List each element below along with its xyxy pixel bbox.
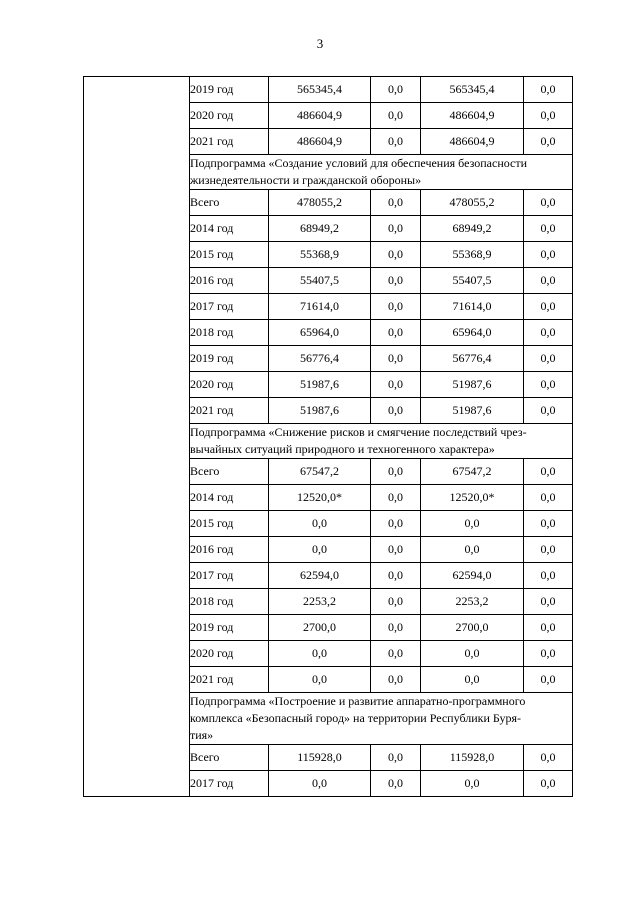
period-label-cell: 2021 год <box>190 129 269 155</box>
value-cell-2: 0,0 <box>371 216 421 242</box>
value-cell-2: 0,0 <box>371 77 421 103</box>
period-label-cell: 2019 год <box>190 615 269 641</box>
value-cell-4: 0,0 <box>524 615 573 641</box>
value-cell-2: 0,0 <box>371 346 421 372</box>
subprogram-title-cell <box>190 424 573 459</box>
subprogram-title-line: комплекса «Безопасный город» на территории Республики Буря- <box>190 711 522 725</box>
period-label-cell: 2018 год <box>190 589 269 615</box>
value-cell-1: 56776,4 <box>269 346 371 372</box>
value-cell-2: 0,0 <box>371 641 421 667</box>
value-cell-4: 0,0 <box>524 771 573 797</box>
value-cell-4: 0,0 <box>524 346 573 372</box>
value-cell-1: 478055,2 <box>269 190 371 216</box>
value-cell-1: 0,0 <box>269 771 371 797</box>
value-cell-4: 0,0 <box>524 667 573 693</box>
subprogram-title-cell <box>190 693 573 745</box>
value-cell-2: 0,0 <box>371 242 421 268</box>
value-cell-4: 0,0 <box>524 372 573 398</box>
value-cell-1: 51987,6 <box>269 398 371 424</box>
period-label-cell: 2016 год <box>190 537 269 563</box>
value-cell-2: 0,0 <box>371 459 421 485</box>
subprogram-title-line: вычайных ситуаций природного и техногенного характера» <box>190 442 495 456</box>
value-cell-4: 0,0 <box>524 398 573 424</box>
value-cell-1: 12520,0* <box>269 485 371 511</box>
funding-table <box>83 76 573 797</box>
value-cell-4: 0,0 <box>524 641 573 667</box>
period-label-cell: 2018 год <box>190 320 269 346</box>
period-label-cell: 2019 год <box>190 346 269 372</box>
page-number: 3 <box>316 36 324 51</box>
subprogram-title-line: Подпрограмма «Построение и развитие аппаратно-программного <box>190 694 526 708</box>
period-label-cell: Всего <box>190 190 269 216</box>
value-cell-3: 0,0 <box>421 537 524 563</box>
value-cell-4: 0,0 <box>524 216 573 242</box>
value-cell-3: 486604,9 <box>421 103 524 129</box>
value-cell-4: 0,0 <box>524 589 573 615</box>
value-cell-4: 0,0 <box>524 190 573 216</box>
value-cell-3: 0,0 <box>421 667 524 693</box>
value-cell-3: 51987,6 <box>421 372 524 398</box>
value-cell-1: 565345,4 <box>269 77 371 103</box>
value-cell-4: 0,0 <box>524 459 573 485</box>
value-cell-1: 0,0 <box>269 537 371 563</box>
value-cell-1: 67547,2 <box>269 459 371 485</box>
value-cell-1: 0,0 <box>269 511 371 537</box>
value-cell-3: 0,0 <box>421 771 524 797</box>
value-cell-1: 55407,5 <box>269 268 371 294</box>
value-cell-2: 0,0 <box>371 372 421 398</box>
value-cell-1: 0,0 <box>269 667 371 693</box>
value-cell-2: 0,0 <box>371 745 421 771</box>
value-cell-2: 0,0 <box>371 537 421 563</box>
value-cell-2: 0,0 <box>371 589 421 615</box>
value-cell-1: 2253,2 <box>269 589 371 615</box>
period-label-cell: 2020 год <box>190 372 269 398</box>
value-cell-4: 0,0 <box>524 745 573 771</box>
value-cell-4: 0,0 <box>524 511 573 537</box>
value-cell-4: 0,0 <box>524 103 573 129</box>
period-label-cell: 2021 год <box>190 667 269 693</box>
value-cell-2: 0,0 <box>371 615 421 641</box>
value-cell-4: 0,0 <box>524 242 573 268</box>
value-cell-2: 0,0 <box>371 398 421 424</box>
value-cell-3: 62594,0 <box>421 563 524 589</box>
period-label-cell: 2017 год <box>190 563 269 589</box>
period-label-cell: 2015 год <box>190 511 269 537</box>
value-cell-1: 65964,0 <box>269 320 371 346</box>
value-cell-2: 0,0 <box>371 511 421 537</box>
value-cell-3: 55407,5 <box>421 268 524 294</box>
value-cell-1: 486604,9 <box>269 103 371 129</box>
value-cell-2: 0,0 <box>371 485 421 511</box>
period-label-cell: 2015 год <box>190 242 269 268</box>
subprogram-title-line: тия» <box>190 728 214 742</box>
value-cell-2: 0,0 <box>371 190 421 216</box>
value-cell-3: 51987,6 <box>421 398 524 424</box>
value-cell-3: 12520,0* <box>421 485 524 511</box>
subprogram-title-line: Подпрограмма «Снижение рисков и смягчение последствий чрез- <box>190 425 527 439</box>
value-cell-1: 2700,0 <box>269 615 371 641</box>
period-label-cell: 2016 год <box>190 268 269 294</box>
value-cell-3: 65964,0 <box>421 320 524 346</box>
period-label-cell: 2020 год <box>190 103 269 129</box>
value-cell-4: 0,0 <box>524 294 573 320</box>
subprogram-title-line: жизнедеятельности и гражданской обороны» <box>190 173 422 187</box>
value-cell-2: 0,0 <box>371 667 421 693</box>
value-cell-1: 55368,9 <box>269 242 371 268</box>
value-cell-2: 0,0 <box>371 129 421 155</box>
value-cell-3: 565345,4 <box>421 77 524 103</box>
table-row <box>84 77 573 103</box>
value-cell-3: 0,0 <box>421 511 524 537</box>
value-cell-1: 115928,0 <box>269 745 371 771</box>
period-label-cell: 2021 год <box>190 398 269 424</box>
value-cell-1: 71614,0 <box>269 294 371 320</box>
value-cell-3: 68949,2 <box>421 216 524 242</box>
value-cell-3: 478055,2 <box>421 190 524 216</box>
value-cell-4: 0,0 <box>524 268 573 294</box>
value-cell-3: 0,0 <box>421 641 524 667</box>
value-cell-4: 0,0 <box>524 563 573 589</box>
subprogram-title-cell <box>190 155 573 190</box>
period-label-cell: 2014 год <box>190 485 269 511</box>
value-cell-3: 2700,0 <box>421 615 524 641</box>
value-cell-4: 0,0 <box>524 537 573 563</box>
period-label-cell: 2017 год <box>190 294 269 320</box>
value-cell-1: 486604,9 <box>269 129 371 155</box>
value-cell-3: 67547,2 <box>421 459 524 485</box>
value-cell-3: 56776,4 <box>421 346 524 372</box>
value-cell-3: 55368,9 <box>421 242 524 268</box>
value-cell-2: 0,0 <box>371 294 421 320</box>
period-label-cell: 2019 год <box>190 77 269 103</box>
period-label-cell: 2017 год <box>190 771 269 797</box>
value-cell-3: 115928,0 <box>421 745 524 771</box>
value-cell-2: 0,0 <box>371 563 421 589</box>
value-cell-3: 486604,9 <box>421 129 524 155</box>
value-cell-4: 0,0 <box>524 77 573 103</box>
value-cell-4: 0,0 <box>524 320 573 346</box>
value-cell-4: 0,0 <box>524 129 573 155</box>
period-label-cell: 2020 год <box>190 641 269 667</box>
value-cell-4: 0,0 <box>524 485 573 511</box>
value-cell-2: 0,0 <box>371 103 421 129</box>
value-cell-2: 0,0 <box>371 268 421 294</box>
value-cell-2: 0,0 <box>371 771 421 797</box>
subprogram-title-line: Подпрограмма «Создание условий для обеспечения безопасности <box>190 156 528 170</box>
value-cell-1: 51987,6 <box>269 372 371 398</box>
period-label-cell: 2014 год <box>190 216 269 242</box>
value-cell-3: 71614,0 <box>421 294 524 320</box>
value-cell-1: 0,0 <box>269 641 371 667</box>
funding-table-body <box>84 77 573 797</box>
value-cell-2: 0,0 <box>371 320 421 346</box>
responsible-column-cell <box>84 77 190 797</box>
period-label-cell: Всего <box>190 745 269 771</box>
value-cell-1: 68949,2 <box>269 216 371 242</box>
period-label-cell: Всего <box>190 459 269 485</box>
value-cell-3: 2253,2 <box>421 589 524 615</box>
value-cell-1: 62594,0 <box>269 563 371 589</box>
